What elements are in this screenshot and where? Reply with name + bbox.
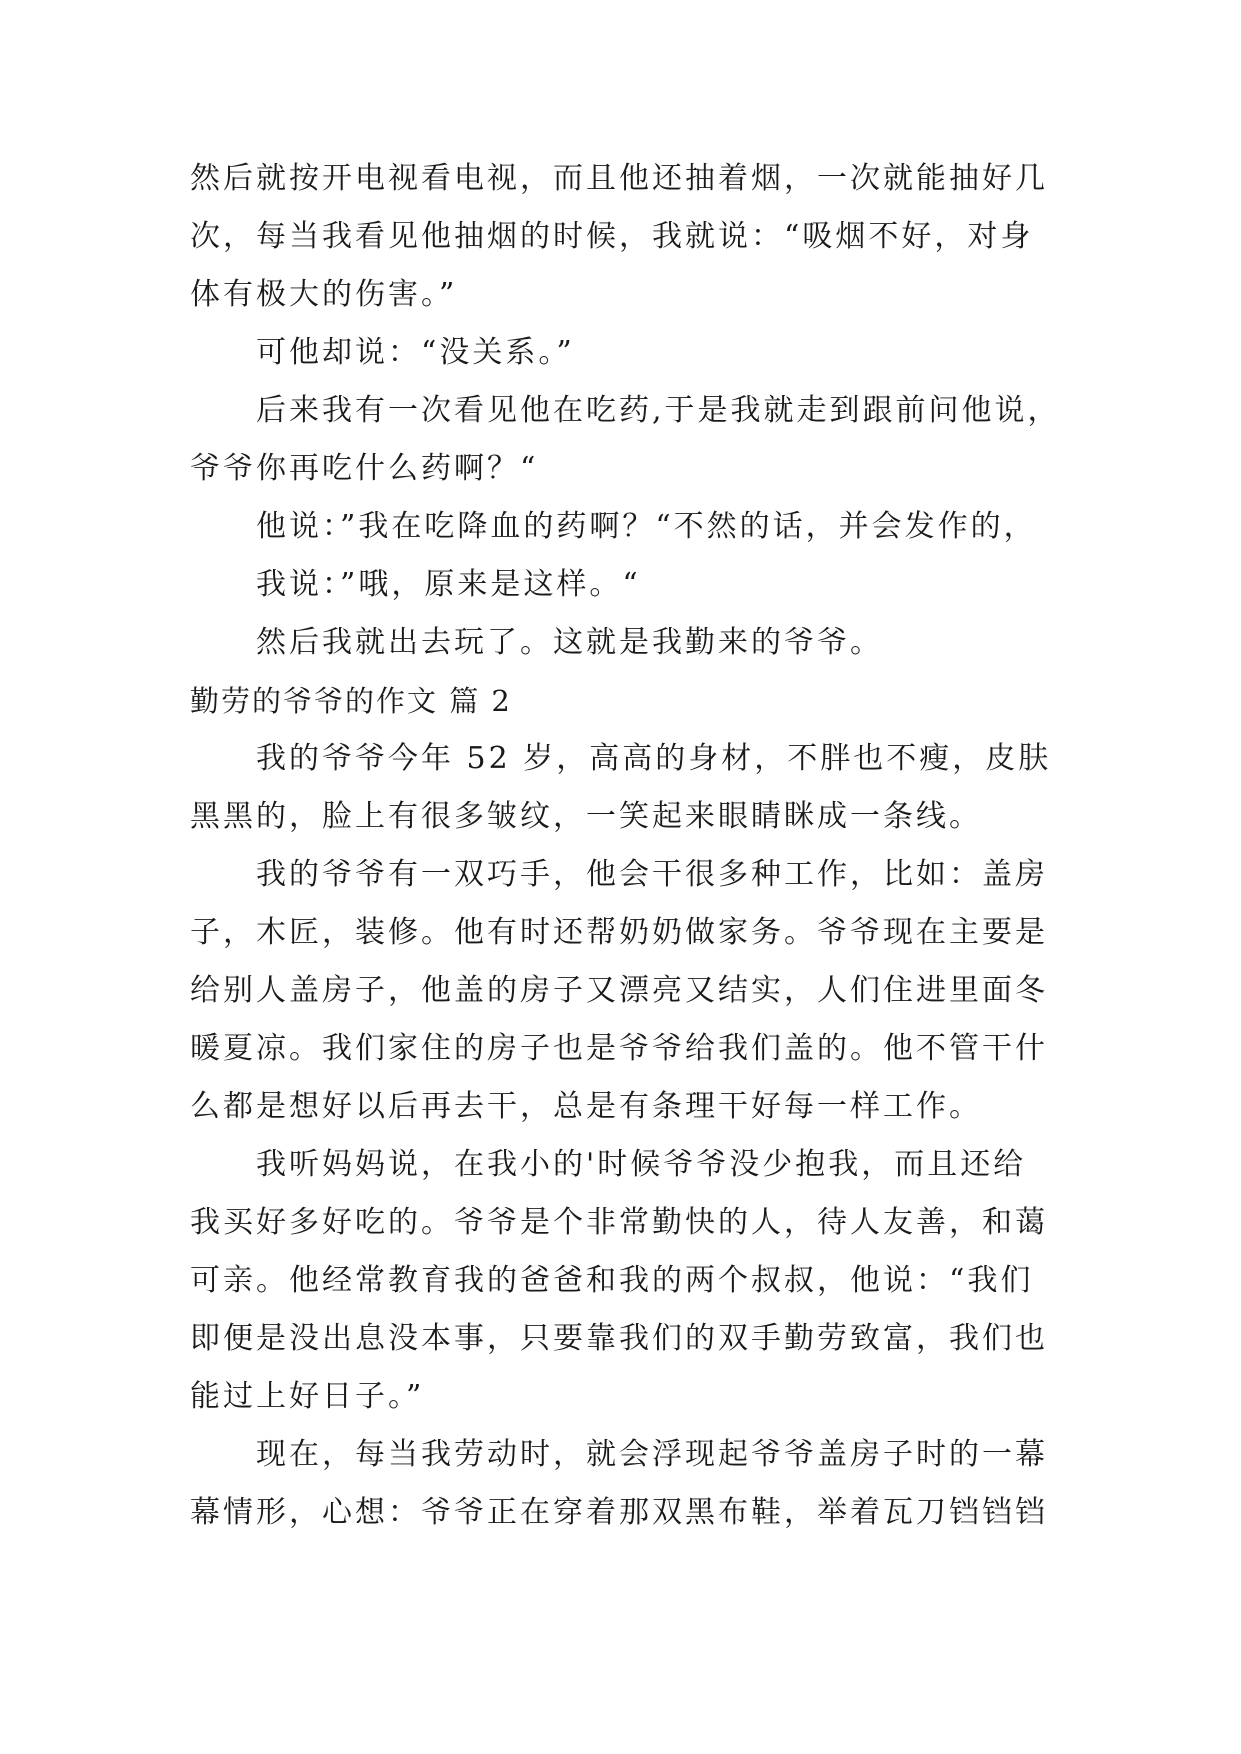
paragraph-start-line: 然后我就出去玩了。这就是我勤来的爷爷。 bbox=[256, 625, 883, 660]
section-heading: 勤劳的爷爷的作文 篇 2 bbox=[190, 684, 512, 718]
paragraph-start-line: 现在，每当我劳动时，就会浮现起爷爷盖房子时的一幕 bbox=[256, 1437, 1048, 1472]
text-line: 我买好多好吃的。爷爷是个非常勤快的人，待人友善，和蔼 bbox=[190, 1205, 1048, 1240]
text-line: 暖夏凉。我们家住的房子也是爷爷给我们盖的。他不管干什 bbox=[190, 1031, 1048, 1066]
paragraph-start-line: 后来我有一次看见他在吃药,于是我就走到跟前问他说， bbox=[256, 393, 1061, 428]
text-line: 黑黑的，脸上有很多皱纹，一笑起来眼睛眯成一条线。 bbox=[190, 799, 982, 834]
paragraph-start-line: 我的爷爷有一双巧手，他会干很多种工作，比如：盖房 bbox=[256, 857, 1048, 892]
paragraph-start-line: 我说：”哦，原来是这样。“ bbox=[256, 567, 641, 602]
document-body bbox=[190, 150, 1070, 1542]
text-line: 可亲。他经常教育我的爸爸和我的两个叔叔，他说：“我们 bbox=[190, 1263, 1034, 1298]
text-line: 即便是没出息没本事，只要靠我们的双手勤劳致富，我们也 bbox=[190, 1321, 1048, 1356]
text-line: 给别人盖房子，他盖的房子又漂亮又结实，人们住进里面冬 bbox=[190, 973, 1048, 1008]
text-line: 么都是想好以后再去干，总是有条理干好每一样工作。 bbox=[190, 1089, 982, 1124]
paragraph-start-line: 他说：”我在吃降血的药啊？“不然的话，并会发作的， bbox=[256, 509, 1037, 544]
text-line: 爷爷你再吃什么药啊？“ bbox=[190, 451, 539, 486]
text-line: 然后就按开电视看电视，而且他还抽着烟，一次就能抽好几 bbox=[190, 161, 1048, 196]
text-line: 幕情形，心想：爷爷正在穿着那双黑布鞋，举着瓦刀铛铛铛 bbox=[190, 1495, 1048, 1530]
paragraph-start-line: 我听妈妈说，在我小的'时候爷爷没少抱我，而且还给 bbox=[256, 1147, 1027, 1182]
paragraph-start-line: 我的爷爷今年 52 岁，高高的身材，不胖也不瘦，皮肤 bbox=[256, 741, 1052, 776]
text-line: 子，木匠，装修。他有时还帮奶奶做家务。爷爷现在主要是 bbox=[190, 915, 1048, 950]
text-line: 能过上好日子。” bbox=[190, 1379, 425, 1414]
paragraph-start-line: 可他却说：“没关系。” bbox=[256, 335, 575, 370]
text-line: 体有极大的伤害。” bbox=[190, 277, 458, 312]
text-line: 次，每当我看见他抽烟的时候，我就说：“吸烟不好，对身 bbox=[190, 219, 1034, 254]
